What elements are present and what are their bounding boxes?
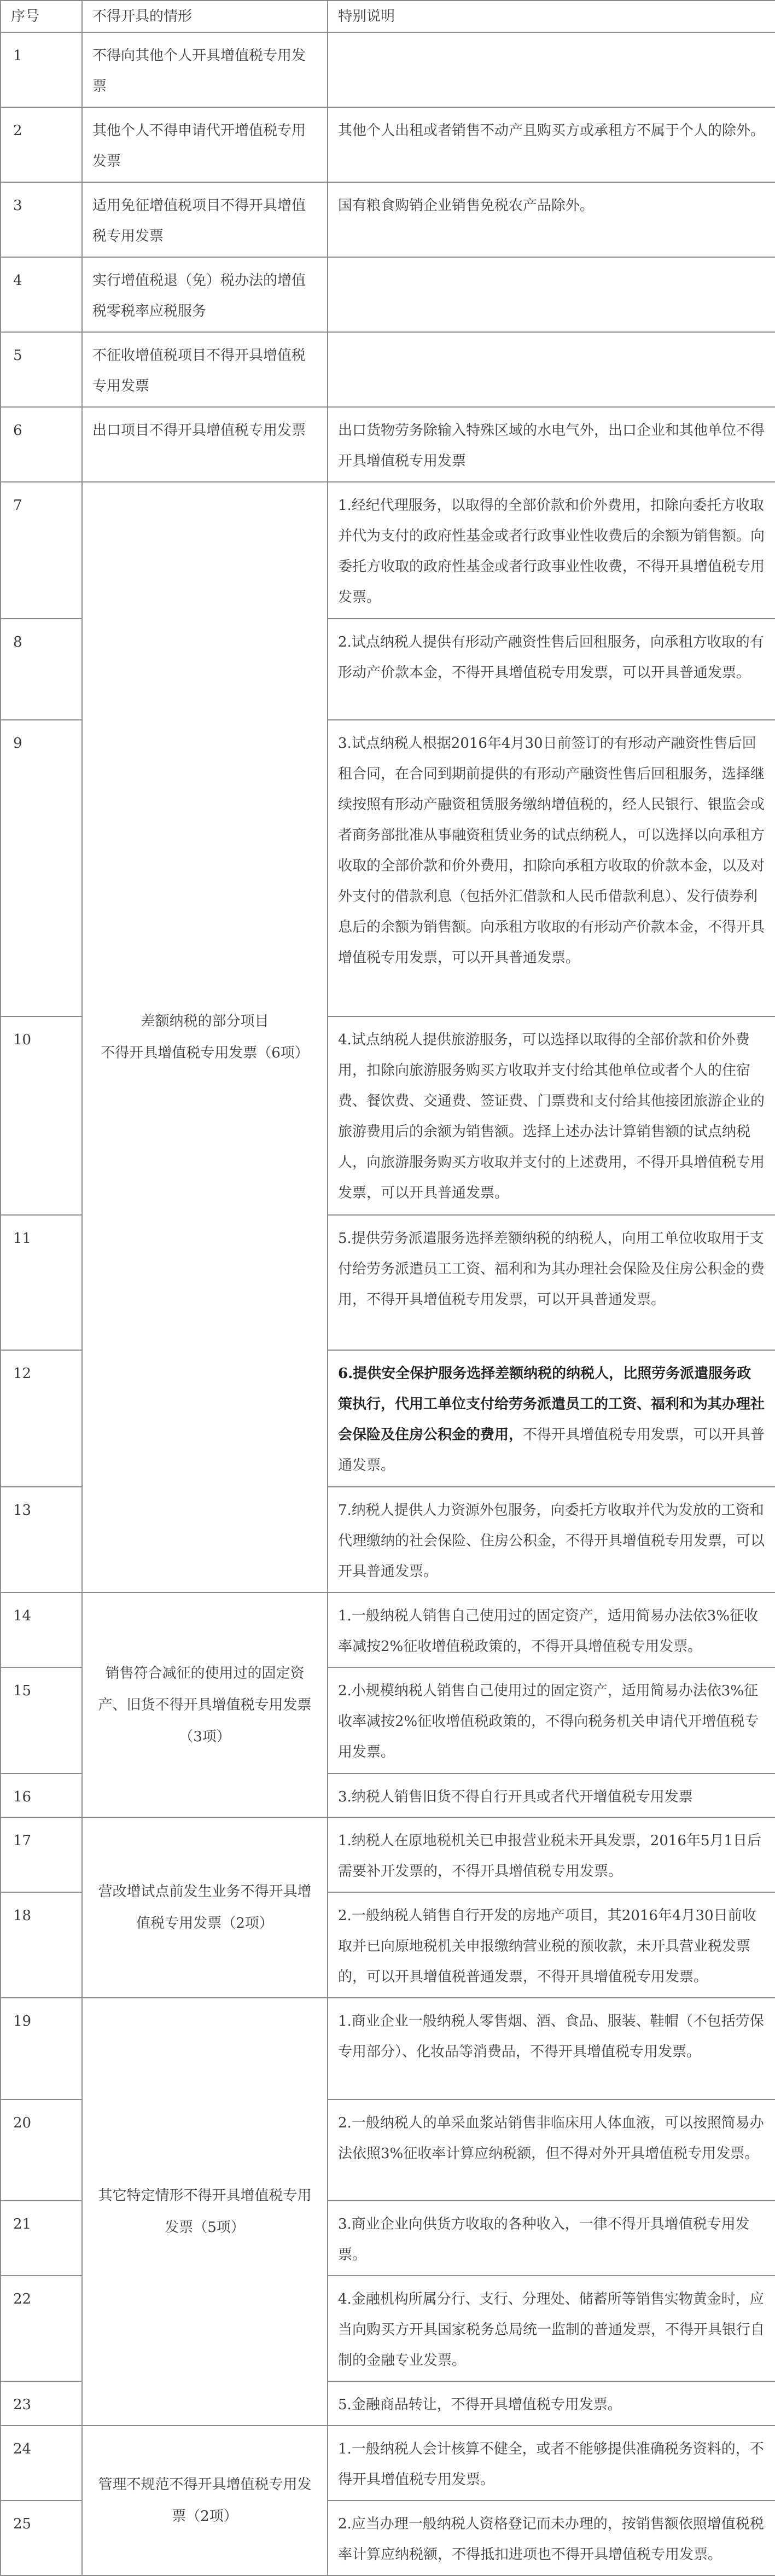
note-cell: 2.试点纳税人提供有形动产融资性售后回租服务，向承租方收取的有形动产价款本金，不得开具增值税专用发票，可以开具普通发票。 [328,619,775,720]
row-number: 23 [1,2381,82,2426]
note-cell [328,257,775,332]
table-row [1,332,775,407]
row-number: 4 [1,257,82,332]
note-cell: 1.一般纳税人销售自己使用过的固定资产，适用简易办法依3%征收率减按2%征收增值税政策的，不得开具增值税专用发票。 [328,1592,775,1667]
table-row [1,1592,775,1667]
group-cell-differential-tax [82,482,328,1592]
row-number: 11 [1,1215,82,1351]
group-label-line: 不得开具增值税专用发票（6项） [101,1045,309,1062]
note-cell: 2.应当办理一般纳税人资格登记而未办理的，按销售额依照增值税税率计算应纳税额，不得抵扣进项也不得开具增值税专用发票。 [328,2501,775,2575]
group-cell-used-assets: 销售符合减征的使用过的固定资产、旧货不得开具增值税专用发票（3项） [82,1592,328,1817]
table-row [1,407,775,482]
table-row [1,257,775,332]
note-cell: 3.商业企业向供货方收取的各种收入，一律不得开具增值税专用发票。 [328,2201,775,2276]
row-number: 13 [1,1487,82,1592]
group-cell-improper-management: 管理不规范不得开具增值税专用发票（2项） [82,2426,328,2575]
table-row [1,32,775,107]
note-bold-text: 6.提供安全保护服务选择差额纳税的纳税人，比照劳务派遣服务政策执行，代用工单位支付给劳务派遣员工的工资、福利和为其办理社会保险及住房公积金的费用， [338,1365,765,1444]
note-cell: 2.小规模纳税人销售自己使用过的固定资产，适用简易办法依3%征收率减按2%征收增值税政策的，不得向税务机关申请代开增值税专用发票。 [328,1667,775,1773]
table-row [1,1817,775,1892]
note-cell: 2.一般纳税人的单采血浆站销售非临床用人体血液，可以按照简易办法依照3%征收率计算应纳税额，但不得对外开具增值税专用发票。 [328,2100,775,2201]
header-note: 特别说明 [328,1,775,32]
table-header-row [1,1,775,32]
row-number: 1 [1,32,82,107]
note-cell: 1.一般纳税人会计核算不健全，或者不能够提供准确税务资料的，不得开具增值税专用发票。 [328,2426,775,2501]
row-number: 6 [1,407,82,482]
note-cell: 国有粮食购销企业销售免税农产品除外。 [328,182,775,257]
row-number: 17 [1,1817,82,1892]
row-number: 5 [1,332,82,407]
note-cell: 5.提供劳务派遣服务选择差额纳税的纳税人，向用工单位收取用于支付给劳务派遣员工工资、福利和为其办理社会保险及住房公积金的费用，不得开具增值税专用发票，可以开具普通发票。 [328,1215,775,1351]
group-cell-special-cases: 其它特定情形不得开具增值税专用发票（5项） [82,1998,328,2425]
situation-cell: 出口项目不得开具增值税专用发票 [82,407,328,482]
situation-cell: 实行增值税退（免）税办法的增值税零税率应税服务 [82,257,328,332]
row-number: 18 [1,1892,82,1998]
note-cell [328,1350,775,1487]
note-cell: 4.金融机构所属分行、支行、分理处、储蓄所等销售实物黄金时，应当向购买方开具国家税务总局统一监制的普通发票，不得开具银行自制的金融专业发票。 [328,2276,775,2381]
note-cell: 5.金融商品转让，不得开具增值税专用发票。 [328,2381,775,2426]
table-row [1,482,775,619]
note-cell: 3.纳税人销售旧货不得自行开具或者代开增值税专用发票 [328,1773,775,1818]
note-cell: 1.经纪代理服务，以取得的全部价款和价外费用，扣除向委托方收取并代为支付的政府性基金或者行政事业性收费后的余额为销售额。向委托方收取的政府性基金或者行政事业性收费，不得开具增值税专用发票。 [328,482,775,619]
note-cell: 1.商业企业一般纳税人零售烟、酒、食品、服装、鞋帽（不包括劳保专用部分）、化妆品等消费品，不得开具增值税专用发票。 [328,1998,775,2099]
note-tail-text: 不得开具增值税专用发票，可以开具普通发票。 [338,1427,765,1474]
row-number: 25 [1,2501,82,2575]
note-cell: 4.试点纳税人提供旅游服务，可以选择以取得的全部价款和价外费用，扣除向旅游服务购买方收取并支付给其他单位或者个人的住宿费、餐饮费、交通费、签证费、门票费和支付给其他接团旅游企业的旅游费用后的余额为销售额。选择上述办法计算销售额的试点纳税人，向旅游服务购买方收取并支付的上述费用，不得开具增值税专用发票，可以开具普通发票。 [328,1016,775,1215]
situation-cell: 适用免征增值税项目不得开具增值税专用发票 [82,182,328,257]
group-label-line: 差额纳税的部分项目 [141,1013,269,1030]
note-cell [328,32,775,107]
header-no: 序号 [1,1,82,32]
note-cell: 其他个人出租或者销售不动产且购买方或承租方不属于个人的除外。 [328,107,775,182]
row-number: 24 [1,2426,82,2501]
row-number: 8 [1,619,82,720]
row-number: 20 [1,2100,82,2201]
row-number: 22 [1,2276,82,2381]
situation-cell: 不征收增值税项目不得开具增值税专用发票 [82,332,328,407]
note-cell: 3.试点纳税人根据2016年4月30日前签订的有形动产融资性售后回租合同，在合同到期前提供的有形动产融资性售后回租服务，选择继续按照有形动产融资租赁服务缴纳增值税的，经人民银行、银监会或者商务部批准从事融资租赁业务的试点纳税人，可以选择以向承租方收取的全部价款和价外费用，扣除向承租方收取的价款本金，以及对外支付的借款利息（包括外汇借款和人民币借款利息）、发行债券利息后的余额为销售额。向承租方收取的有形动产价款本金，不得开具增值税专用发票，可以开具普通发票。 [328,720,775,1016]
row-number: 16 [1,1773,82,1818]
note-cell: 1.纳税人在原地税机关已申报营业税未开具发票，2016年5月1日后需要补开发票的，不得开具增值税专用发票。 [328,1817,775,1892]
row-number: 9 [1,720,82,1016]
table-row [1,1998,775,2099]
table-row [1,2426,775,2501]
note-cell [328,332,775,407]
row-number: 14 [1,1592,82,1667]
row-number: 2 [1,107,82,182]
row-number: 7 [1,482,82,619]
note-cell: 7.纳税人提供人力资源外包服务，向委托方收取并代为发放的工资和代理缴纳的社会保险、住房公积金，不得开具增值税专用发票，可以开具普通发票。 [328,1487,775,1592]
table-row [1,182,775,257]
header-situation: 不得开具的情形 [82,1,328,32]
row-number: 15 [1,1667,82,1773]
note-cell: 出口货物劳务除输入特殊区域的水电气外，出口企业和其他单位不得开具增值税专用发票 [328,407,775,482]
group-cell-pre-reform: 营改增试点前发生业务不得开具增值税专用发票（2项） [82,1817,328,1998]
situation-cell: 其他个人不得申请代开增值税专用发票 [82,107,328,182]
table-row [1,107,775,182]
row-number: 3 [1,182,82,257]
row-number: 12 [1,1350,82,1487]
situation-cell: 不得向其他个人开具增值税专用发票 [82,32,328,107]
row-number: 21 [1,2201,82,2276]
row-number: 10 [1,1016,82,1215]
row-number: 19 [1,1998,82,2099]
note-cell: 2.一般纳税人销售自行开发的房地产项目，其2016年4月30日前收取并已向原地税机关申报缴纳营业税的预收款，未开具营业税发票的，可以开具增值税普通发票，不得开具增值税专用发票。 [328,1892,775,1998]
